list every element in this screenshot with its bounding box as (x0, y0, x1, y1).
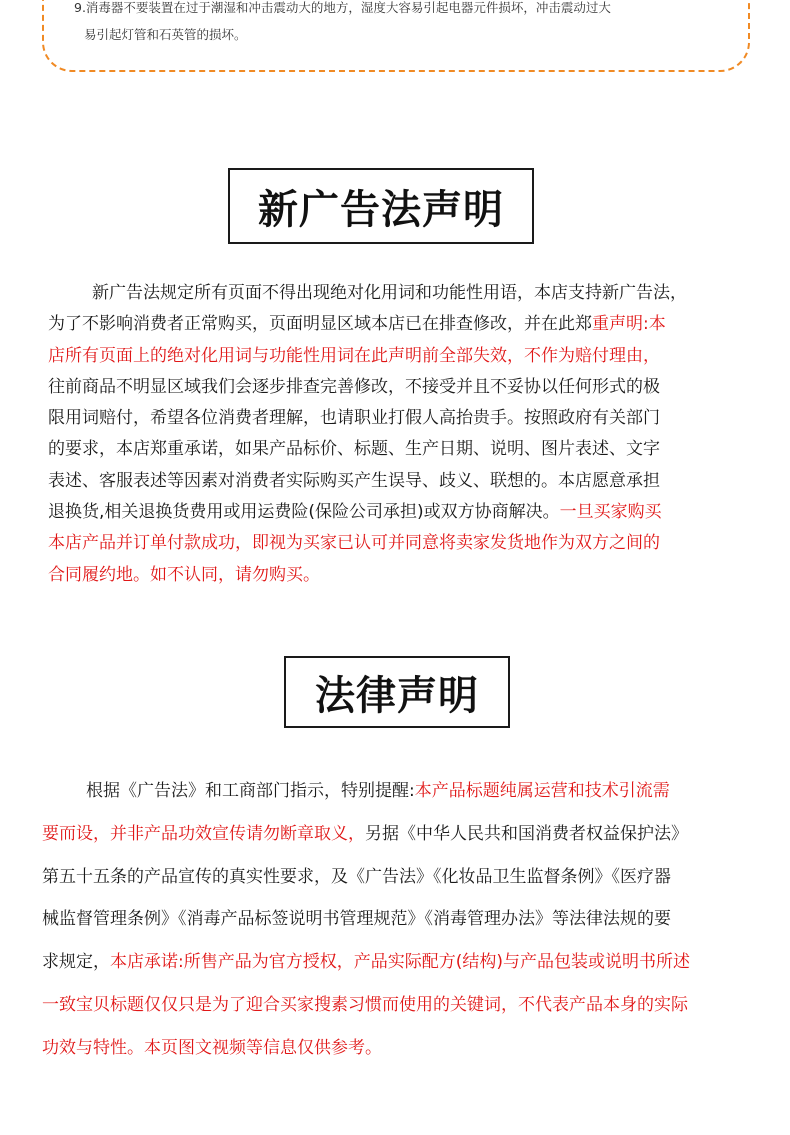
ad-law-line (48, 372, 748, 403)
highlight-text-run: 本店承诺:所售产品为官方授权，产品实际配方(结构)与产品包装或说明书所述 (110, 952, 690, 973)
text-run: 械监督管理条例》《消毒产品标签说明书管理规范》《消毒管理办法》等法律法规的要 (42, 909, 671, 930)
ad-law-line (48, 528, 748, 559)
highlight-text-run: 合同履约地。如不认同，请勿购买。 (48, 564, 320, 585)
highlight-text-run: 本产品标题纯属运营和技术引流需 (414, 781, 670, 801)
text-run: 根据《广告法》和工商部门指示，特别提醒: (86, 781, 415, 801)
text-run: 退换货,相关退换货费用或用运费险(保险公司承担)或双方协商解决。 (48, 502, 560, 523)
highlight-text-run: 要而设，并非产品功效宣传请勿断章取义， (42, 823, 365, 844)
ad-law-line (48, 497, 748, 528)
highlight-text-run: 功效与特性。本页图文视频等信息仅供参考。 (42, 1037, 382, 1058)
legal-line (42, 1027, 770, 1070)
text-run: 求规定， (42, 952, 110, 973)
text-run: 第五十五条的产品宣传的真实性要求，及《广告法》《化妆品卫生监督条例》《医疗器 (42, 866, 671, 887)
text-run: 往前商品不明显区域我们会逐步排查完善修改，不接受并且不妥协以任何形式的极 (48, 376, 660, 397)
ad-law-line (48, 309, 748, 340)
text-run: 限用词赔付，希望各位消费者理解，也请职业打假人高抬贵手。按照政府有关部门 (48, 408, 660, 429)
notice-text-line-2: 易引起灯管和石英管的损坏。 (84, 27, 247, 42)
highlight-text-run: 本店产品并订单付款成功，即视为买家已认可并同意将卖家发货地作为双方之间的 (48, 533, 660, 554)
legal-line (42, 984, 770, 1027)
highlight-text-run: 一旦买家购买 (559, 502, 662, 523)
highlight-text-run: 一致宝贝标题仅仅只是为了迎合买家搜素习惯而使用的关键词，不代表产品本身的实际 (42, 994, 688, 1015)
legal-line (42, 770, 770, 813)
ad-law-line (48, 560, 748, 591)
legal-line (42, 813, 770, 856)
highlight-text-run: 店所有页面上的绝对化用词与功能性用词在此声明前全部失效，不作为赔付理由， (48, 345, 660, 366)
ad-law-line (48, 341, 748, 372)
ad-law-line (48, 466, 748, 497)
ad-law-heading: 新广告法声明 (228, 168, 534, 244)
ad-law-line (48, 403, 748, 434)
legal-line (42, 898, 770, 941)
notice-text-line-1: 9.消毒器不要装置在过于潮湿和冲击震动大的地方，湿度大容易引起电器元件损坏，冲击震动过大 (74, 0, 611, 15)
legal-statement (42, 770, 770, 1070)
legal-line (42, 941, 770, 984)
text-run: 表述、客服表述等因素对消费者实际购买产生误导、歧义、联想的。本店愿意承担 (48, 470, 660, 491)
text-run: 新广告法规定所有页面不得出现绝对化用词和功能性用语，本店支持新广告法， (92, 283, 687, 303)
ad-law-statement (48, 278, 748, 591)
legal-heading: 法律声明 (284, 656, 510, 728)
highlight-text-run: 重声明:本 (592, 314, 666, 335)
text-run: 另据《中华人民共和国消费者权益保护法》 (365, 823, 688, 844)
text-run: 的要求，本店郑重承诺，如果产品标价、标题、生产日期、说明、图片表述、文字 (48, 439, 660, 460)
legal-line (42, 856, 770, 899)
ad-law-line (48, 278, 748, 309)
text-run: 为了不影响消费者正常购买，页面明显区域本店已在排查修改，并在此郑 (48, 314, 592, 335)
ad-law-line (48, 434, 748, 465)
